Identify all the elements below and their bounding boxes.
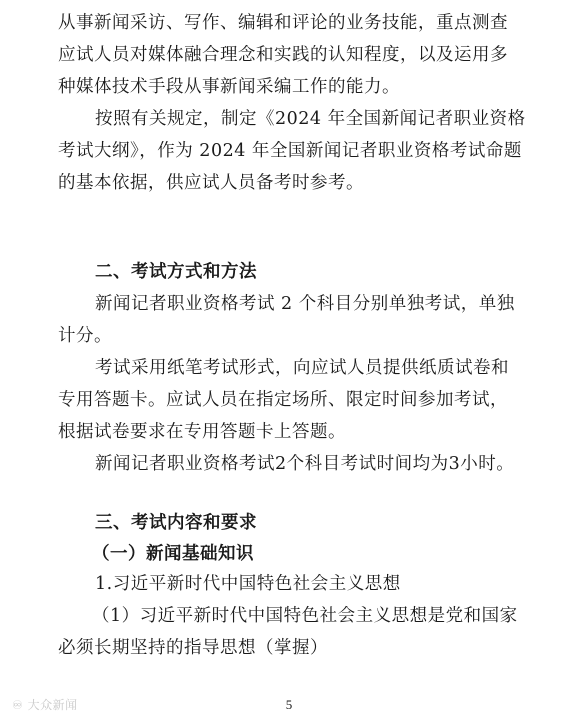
paragraph-line: 计分。 [58, 326, 112, 346]
paragraph-line: 新闻记者职业资格考试2个科目考试时间均为3小时。 [95, 454, 515, 474]
paragraph-line: 应试人员对媒体融合理念和实践的认知程度，以及运用多 [58, 45, 508, 65]
page-number: 5 [285, 697, 293, 712]
paragraph-line: 专用答题卡。应试人员在指定场所、限定时间参加考试， [58, 390, 508, 410]
list-item: 1.习近平新时代中国特色社会主义思想 [95, 574, 401, 594]
subsection-heading: （一）新闻基础知识 [92, 544, 254, 564]
paragraph-line: 按照有关规定，制定《2024 年全国新闻记者职业资格 [95, 109, 526, 129]
paragraph-line: 种媒体技术手段从事新闻采编工作的能力。 [58, 77, 400, 97]
paragraph-line: 考试采用纸笔考试形式，向应试人员提供纸质试卷和 [95, 358, 509, 378]
paragraph-line: 新闻记者职业资格考试 2 个科目分别单独考试，单独 [95, 294, 515, 314]
paragraph-line: 考试大纲》，作为 2024 年全国新闻记者职业资格考试命题 [58, 141, 522, 161]
section-heading: 三、考试内容和要求 [95, 513, 257, 533]
watermark: ♾ 大众新闻 [12, 698, 78, 712]
list-item-line: （1）习近平新时代中国特色社会主义思想是党和国家 [92, 606, 518, 626]
section-heading: 二、考试方式和方法 [95, 262, 257, 282]
paragraph-line: 根据试卷要求在专用答题卡上答题。 [58, 422, 346, 442]
paragraph-line: 的基本依据，供应试人员备考时参考。 [58, 173, 364, 193]
list-item-line: 必须长期坚持的指导思想（掌握） [58, 638, 328, 658]
paragraph-line: 从事新闻采访、写作、编辑和评论的业务技能，重点测查 [58, 13, 508, 33]
